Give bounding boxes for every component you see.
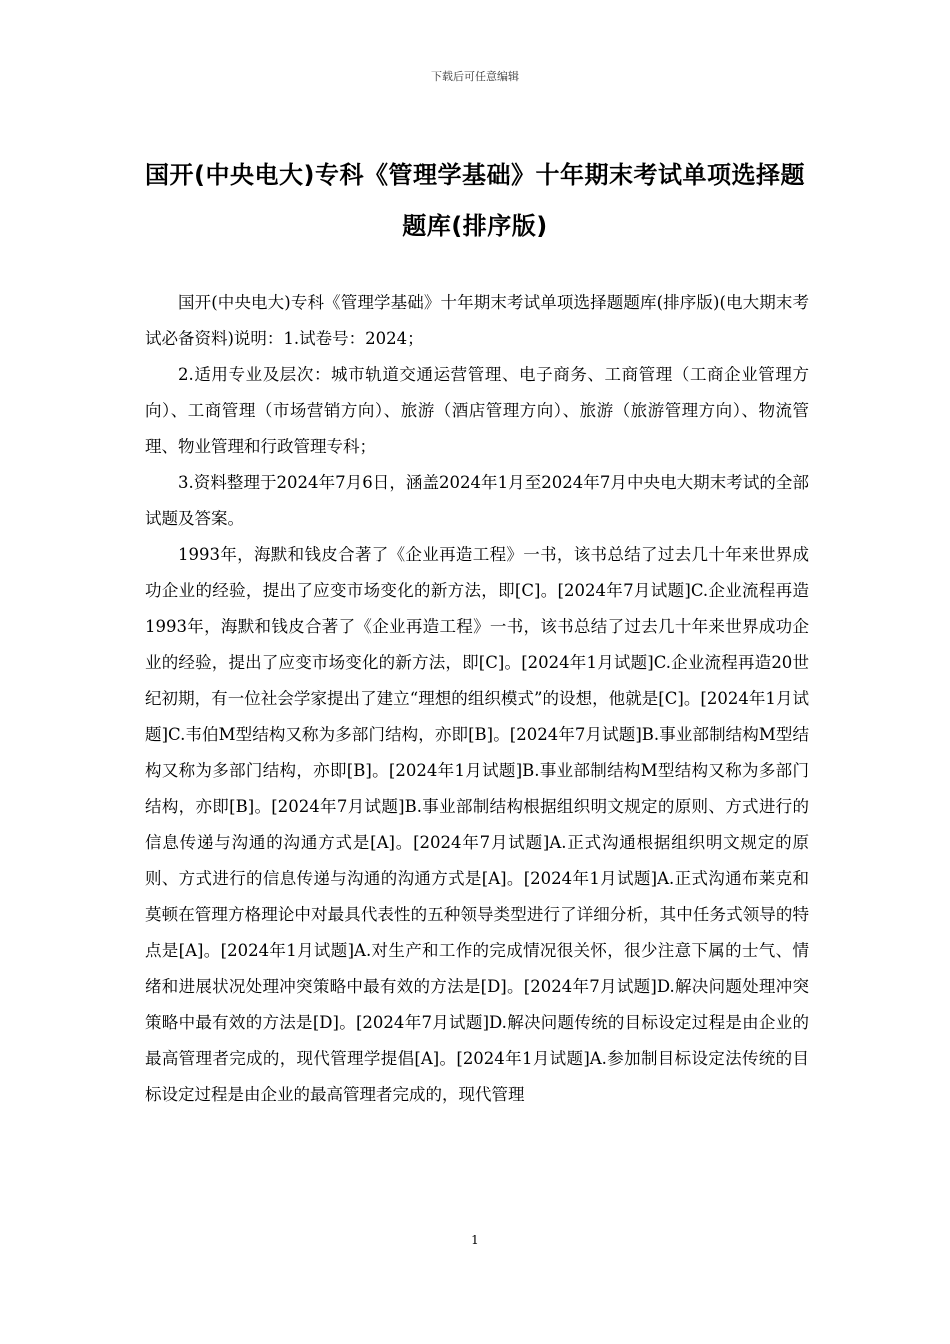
paragraph-intro: 国开(中央电大)专科《管理学基础》十年期末考试单项选择题题库(排序版)(电大期末考试必备资料)说明：1.试卷号：2024； bbox=[145, 293, 809, 348]
page-number: 1 bbox=[471, 1233, 479, 1247]
paragraph-questions: 1993年，海默和钱皮合著了《企业再造工程》一书，该书总结了过去几十年来世界成功企业的经验，提出了应变市场变化的新方法，即[C]。[2024年7月试题]C.企业流程再造1993年，海默和钱皮合著了《企业再造工程》一书，该书总结了过去几十年来世界成功企业的经验，提出了应变市场变化的新方法，即[C]。[2024年1月试题]C.企业流程再造20世纪初期，有一位社会学家提出了建立“理想的组织模式”的设想，他就是[C]。[2024年1月试题]C.韦伯M型结构又称为多部门结构，亦即[B]。[2024年7月试题]B.事业部制结构M型结构又称为多部门结构，亦即[B]。[2024年1月试题]B.事业部制结构M型结构又称为多部门结构，亦即[B]。[2024年7月试题]B.事业部制结构根据组织明文规定的原则、方式进行的信息传递与沟通的沟通方式是[A]。[2024年7月试题]A.正式沟通根据组织明文规定的原则、方式进行的信息传递与沟通的沟通方式是[A]。[2024年1月试题]A.正式沟通布莱克和莫顿在管理方格理论中对最具代表性的五种领导类型进行了详细分析，其中任务式领导的特点是[A]。[2024年1月试题]A.对生产和工作的完成情况很关怀，很少注意下属的士气、情绪和进展状况处理冲突策略中最有效的方法是[D]。[2024年7月试题]D.解决问题处理冲突策略中最有效的方法是[D]。[2024年7月试题]D.解决问题传统的目标设定过程是由企业的最高管理者完成的，现代管理学提倡[A]。[2024年1月试题]A.参加制目标设定法传统的目标设定过程是由企业的最高管理者完成的，现代管理 bbox=[145, 545, 809, 1104]
paragraph-date: 3.资料整理于2024年7月6日，涵盖2024年1月至2024年7月中央电大期末考试的全部试题及答案。 bbox=[145, 473, 809, 528]
document-body bbox=[145, 285, 809, 1113]
paragraph-scope: 2.适用专业及层次：城市轨道交通运营管理、电子商务、工商管理（工商企业管理方向）、工商管理（市场营销方向）、旅游（酒店管理方向）、旅游（旅游管理方向）、物流管理、物业管理和行政管理专科； bbox=[145, 365, 809, 456]
document-title: 国开(中央电大)专科《管理学基础》十年期末考试单项选择题题库(排序版) bbox=[145, 161, 805, 240]
header-note: 下载后可任意编辑 bbox=[431, 70, 519, 83]
